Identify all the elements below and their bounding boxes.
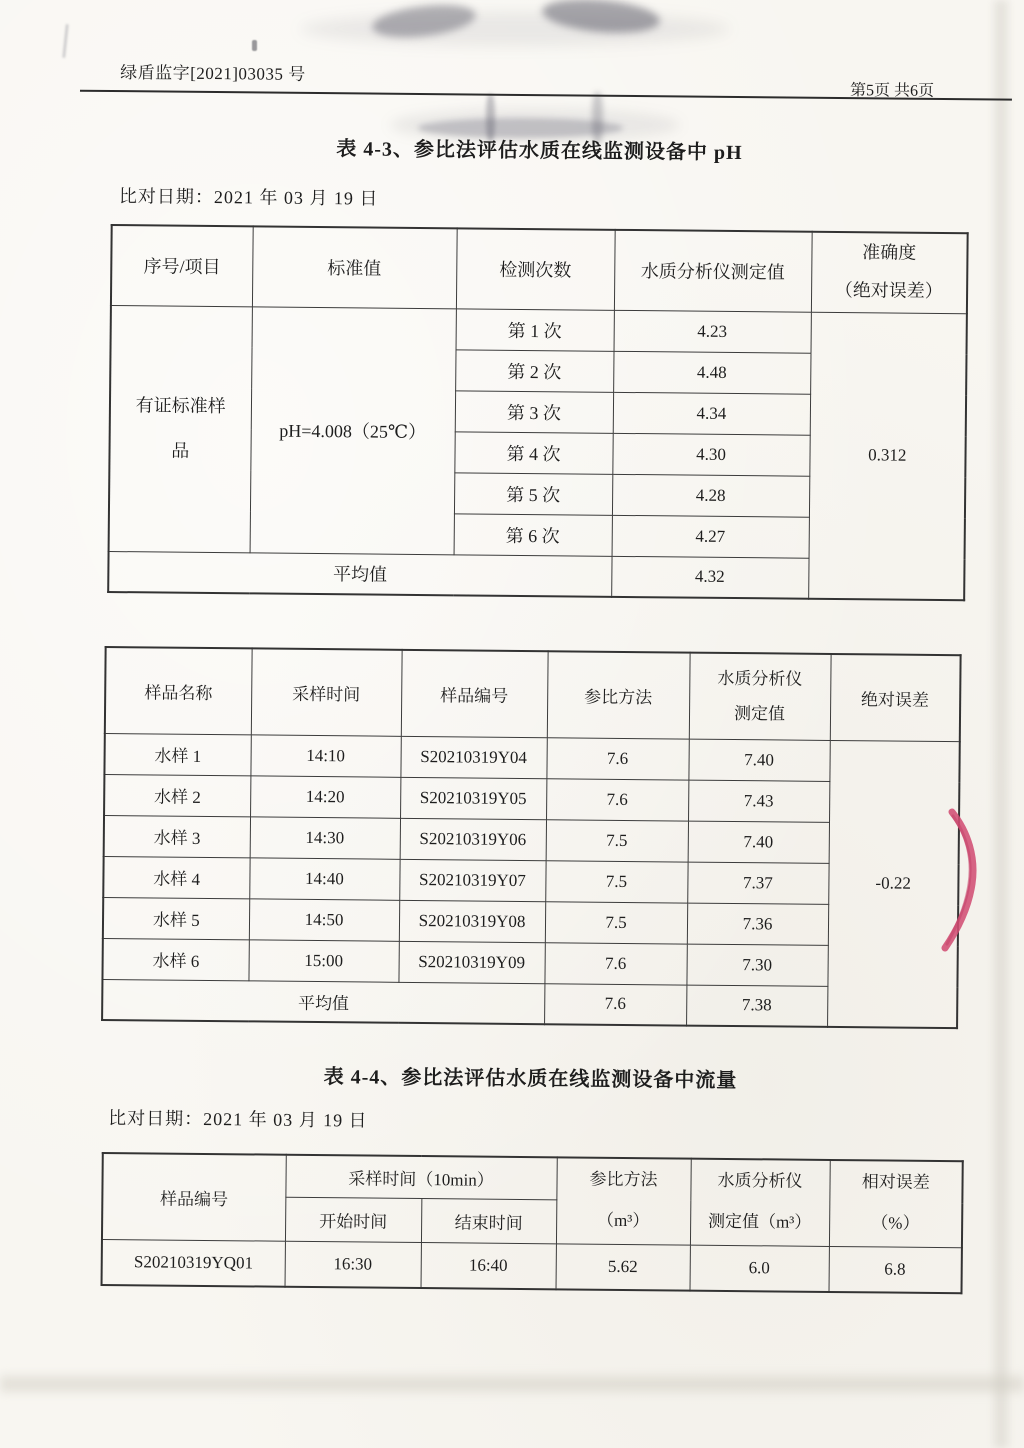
trial-label-cell: 第 4 次 <box>454 431 612 474</box>
ref-cell: 7.6 <box>546 778 688 820</box>
water-sample-table <box>101 646 962 1029</box>
trial-label-cell: 第 1 次 <box>456 308 614 351</box>
code-cell: S20210319Y06 <box>400 818 546 860</box>
analyzer-cell: 7.40 <box>688 821 829 863</box>
compare-date-1: 比对日期：2021 年 03 月 19 日 <box>118 186 379 209</box>
analyzer-value-cell: 6.0 <box>690 1245 829 1292</box>
doc-number: 绿盾监字[2021]03035 号 <box>120 63 306 84</box>
table-row <box>111 305 967 354</box>
sample-cell: 水样 3 <box>104 815 250 857</box>
average-value-cell: 4.32 <box>611 556 808 599</box>
flow-comparison-table <box>101 1152 964 1294</box>
sample-cell: 水样 5 <box>103 897 249 939</box>
header-rel-error-cell <box>829 1160 963 1247</box>
average-analyzer-cell: 7.38 <box>686 985 827 1027</box>
ref-label: 参比方法 <box>589 1170 658 1190</box>
analyzer-cell: 7.36 <box>687 903 828 945</box>
accuracy-sublabel: （绝对误差） <box>834 280 943 302</box>
sample-name: 有证标准样品 <box>135 395 226 461</box>
code-cell: S20210319Y08 <box>399 900 545 942</box>
code-cell: S20210319Y05 <box>400 777 546 819</box>
code-cell: S20210319YQ01 <box>102 1239 285 1287</box>
rel-error-unit: （%） <box>871 1213 920 1234</box>
average-label-cell: 平均值 <box>102 979 544 1024</box>
average-label-cell: 平均值 <box>108 551 611 597</box>
accuracy-value-cell: 0.312 <box>808 312 967 600</box>
ref-cell: 7.6 <box>546 737 688 779</box>
trial-label-cell: 第 2 次 <box>455 349 613 392</box>
analyzer-unit: 测定值（m³） <box>707 1212 812 1233</box>
header-sample-cell: 样品名称 <box>105 647 252 734</box>
ref-cell: 7.5 <box>545 901 687 943</box>
code-cell: S20210319Y07 <box>399 859 545 901</box>
trial-value-cell: 4.27 <box>612 515 809 558</box>
header-analyzer-cell <box>690 1159 830 1246</box>
code-cell: S20210319Y09 <box>398 941 544 983</box>
time-cell: 14:10 <box>250 734 400 776</box>
rel-error-label: 相对误差 <box>861 1172 930 1193</box>
ref-cell: 7.6 <box>544 942 686 984</box>
time-cell: 14:50 <box>249 898 399 940</box>
analyzer-cell: 7.40 <box>688 739 829 781</box>
table-4-3-title: 表 4-3、参比法评估水质在线监测设备中 pH <box>336 138 743 165</box>
trial-value-cell: 4.30 <box>612 433 809 476</box>
trial-value-cell: 4.48 <box>613 351 810 394</box>
header-start-cell: 开始时间 <box>285 1197 421 1242</box>
header-analyzer-cell <box>689 653 831 740</box>
time-cell: 14:40 <box>249 857 399 899</box>
start-time-cell: 16:30 <box>285 1241 421 1288</box>
rel-error-value-cell: 6.8 <box>829 1246 962 1293</box>
analyzer-cell: 7.43 <box>688 780 829 822</box>
header-accuracy-cell <box>811 232 968 313</box>
trial-value-cell: 4.23 <box>614 310 811 353</box>
table-row <box>102 1239 962 1293</box>
compare-date-2: 比对日期：2021 年 03 月 19 日 <box>108 1108 368 1131</box>
table-4-4-title: 表 4-4、参比法评估水质在线监测设备中流量 <box>323 1066 738 1093</box>
end-time-cell: 16:40 <box>421 1242 556 1289</box>
sample-cell: 水样 6 <box>102 938 248 980</box>
time-cell: 15:00 <box>248 939 398 981</box>
time-cell: 14:30 <box>250 816 400 858</box>
header-standard-cell: 标准值 <box>252 226 457 308</box>
standard-value-cell: pH=4.008（25℃） <box>250 306 456 554</box>
time-cell: 14:20 <box>250 775 400 817</box>
header-ref-cell <box>556 1157 691 1244</box>
abs-error-cell: -0.22 <box>827 740 960 1028</box>
sample-name-cell <box>109 305 252 552</box>
trial-label-cell: 第 3 次 <box>455 390 613 433</box>
analyzer-label: 水质分析仪 <box>717 1171 803 1192</box>
average-ref-cell: 7.6 <box>544 983 686 1025</box>
header-end-cell: 结束时间 <box>421 1198 556 1243</box>
sample-cell: 水样 2 <box>104 774 250 816</box>
analyzer-cell: 7.37 <box>687 862 828 904</box>
ref-cell: 7.5 <box>546 819 688 861</box>
analyzer-sublabel: 测定值 <box>733 704 786 724</box>
analyzer-label: 水质分析仪 <box>717 668 803 689</box>
header-ref-cell: 参比方法 <box>547 651 690 738</box>
ref-value-cell: 5.62 <box>556 1243 690 1290</box>
table-header-row <box>111 225 968 313</box>
table-header-row <box>105 647 961 741</box>
ref-cell: 7.5 <box>545 860 687 902</box>
header-sampling-time-cell: 采样时间（10min） <box>285 1155 556 1200</box>
trial-value-cell: 4.34 <box>613 392 810 435</box>
ref-unit: （m³） <box>596 1210 650 1231</box>
ph-comparison-table <box>107 224 969 601</box>
table-header-row <box>102 1153 962 1203</box>
header-error-cell: 绝对误差 <box>830 654 961 741</box>
header-item-cell: 序号/项目 <box>111 225 253 306</box>
sample-cell: 水样 4 <box>103 856 249 898</box>
trial-label-cell: 第 5 次 <box>454 472 612 515</box>
header-code-cell: 样品编号 <box>401 650 548 737</box>
header-analyzer-cell: 水质分析仪测定值 <box>614 230 812 312</box>
header-time-cell: 采样时间 <box>251 648 402 735</box>
trial-value-cell: 4.28 <box>612 474 809 517</box>
page-indicator: 第5页 共6页 <box>849 82 935 100</box>
header-trials-cell: 检测次数 <box>456 228 615 310</box>
header-code-cell: 样品编号 <box>102 1153 286 1241</box>
trial-label-cell: 第 6 次 <box>454 513 612 556</box>
sample-cell: 水样 1 <box>104 733 250 775</box>
code-cell: S20210319Y04 <box>400 736 546 778</box>
accuracy-label: 准确度 <box>862 242 917 264</box>
analyzer-cell: 7.30 <box>686 944 827 986</box>
